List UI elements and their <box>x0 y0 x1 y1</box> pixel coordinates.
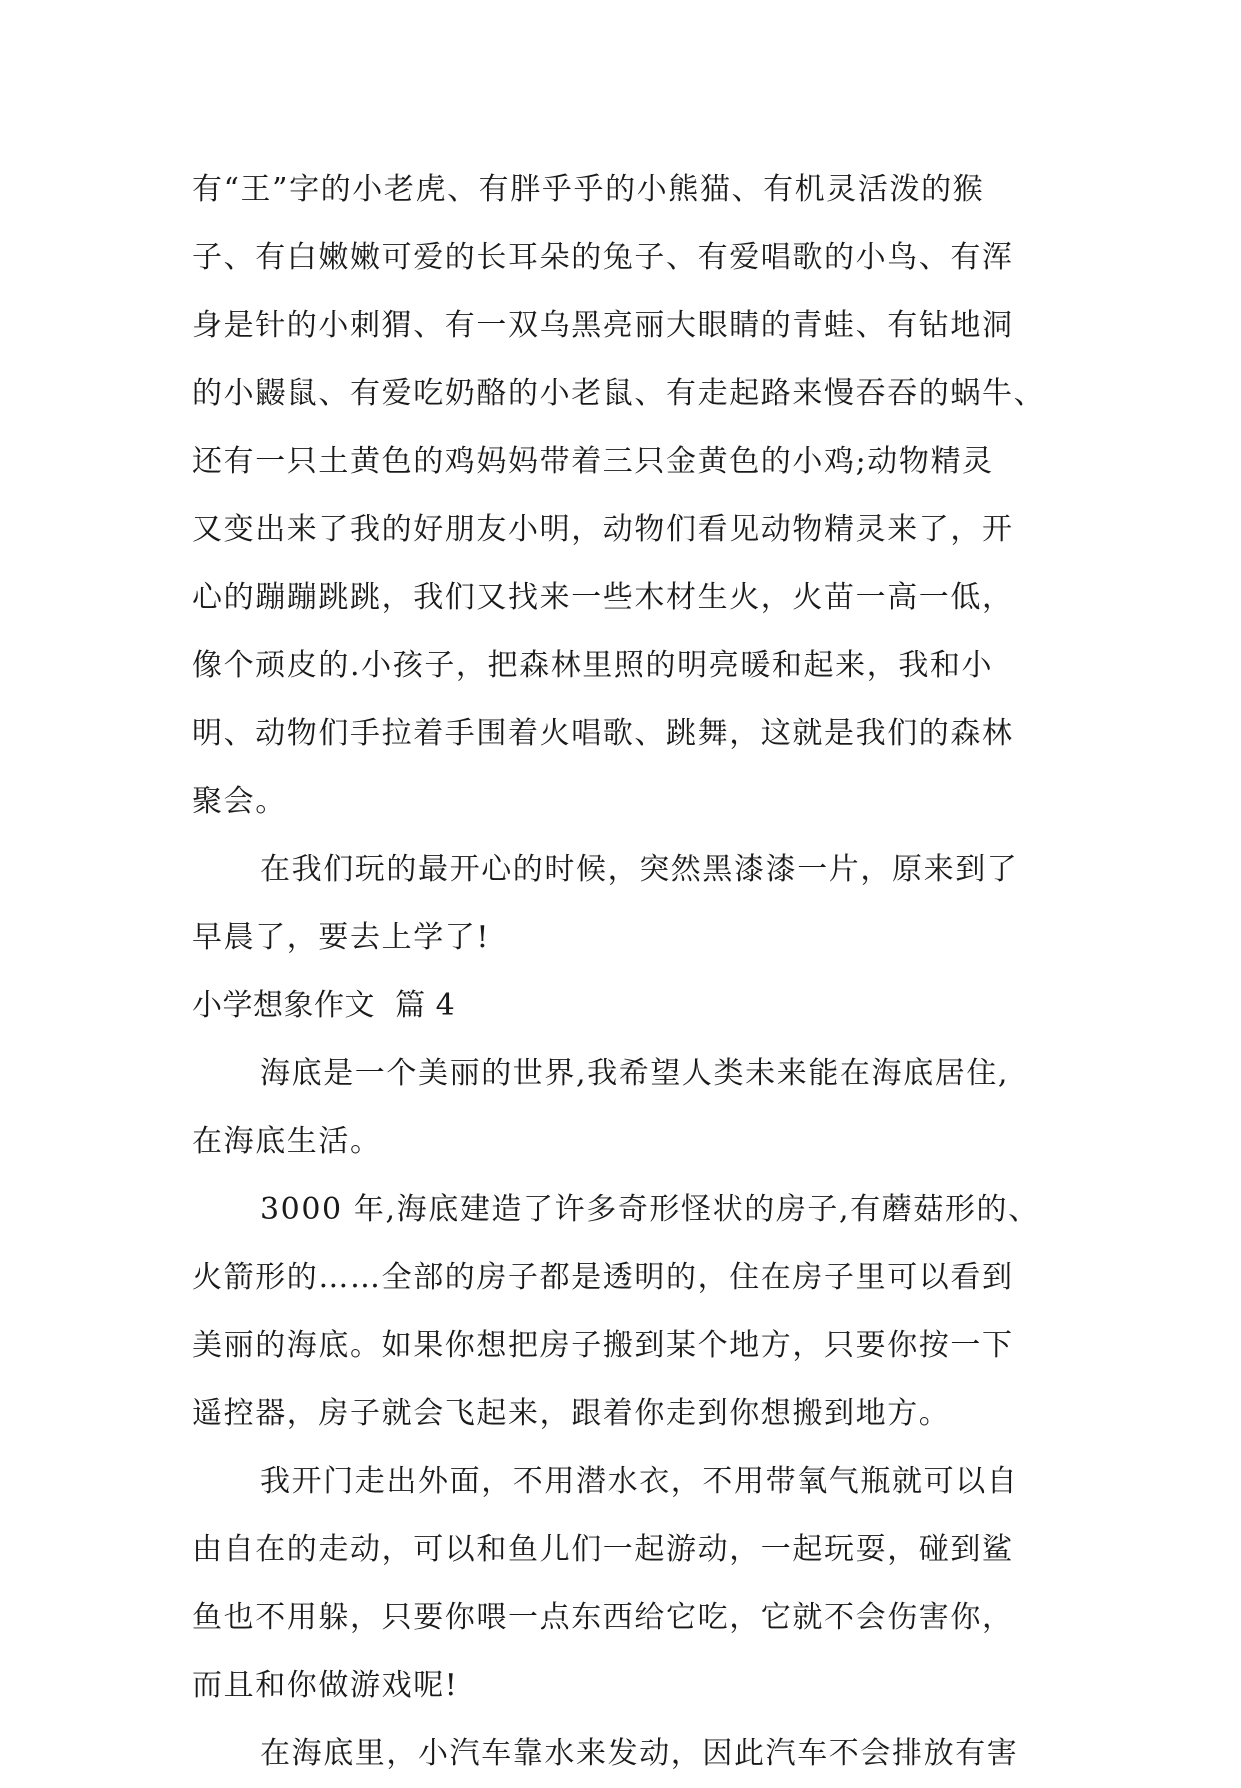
text-line: 早晨了，要去上学了! <box>192 920 491 955</box>
document-body <box>192 156 1062 1788</box>
text-line: 3000 年,海底建造了许多奇形怪状的房子,有蘑菇形的、 <box>260 1192 1040 1227</box>
text-line: 遥控器，房子就会飞起来，跟着你走到你想搬到地方。 <box>192 1396 951 1431</box>
text-line: 像个顽皮的.小孩子，把森林里照的明亮暖和起来，我和小 <box>192 648 994 683</box>
text-line: 有“王”字的小老虎、有胖乎乎的小熊猫、有机灵活泼的猴 <box>192 172 985 207</box>
text-line: 在我们玩的最开心的时候，突然黑漆漆一片，原来到了 <box>260 852 1019 887</box>
text-line: 聚会。 <box>192 784 287 819</box>
text-line: 心的蹦蹦跳跳，我们又找来一些木材生火，火苗一高一低， <box>192 580 1014 615</box>
text-line: 的小鼹鼠、有爱吃奶酪的小老鼠、有走起路来慢吞吞的蜗牛、 <box>192 376 1046 411</box>
text-line: 海底是一个美丽的世界,我希望人类未来能在海底居住, <box>260 1056 1010 1091</box>
text-line: 又变出来了我的好朋友小明，动物们看见动物精灵来了，开 <box>192 512 1014 547</box>
text-line: 我开门走出外面，不用潜水衣，不用带氧气瓶就可以自 <box>260 1464 1019 1499</box>
text-line: 美丽的海底。如果你想把房子搬到某个地方，只要你按一下 <box>192 1328 1014 1363</box>
text-line: 在海底里，小汽车靠水来发动，因此汽车不会排放有害 <box>260 1736 1019 1771</box>
text-line: 而且和你做游戏呢! <box>192 1668 459 1703</box>
text-line: 由自在的走动，可以和鱼儿们一起游动，一起玩耍，碰到鲨 <box>192 1532 1014 1567</box>
text-line: 子、有白嫩嫩可爱的长耳朵的兔子、有爱唱歌的小鸟、有浑 <box>192 240 1014 275</box>
text-line: 在海底生活。 <box>192 1124 382 1159</box>
text-line: 还有一只土黄色的鸡妈妈带着三只金黄色的小鸡;动物精灵 <box>192 444 994 479</box>
text-line: 身是针的小刺猬、有一双乌黑亮丽大眼睛的青蛙、有钻地洞 <box>192 308 1014 343</box>
text-line: 鱼也不用躲，只要你喂一点东西给它吃，它就不会伤害你， <box>192 1600 1014 1635</box>
text-line: 火箭形的……全部的房子都是透明的，住在房子里可以看到 <box>192 1260 1014 1295</box>
section-heading: 小学想象作文 篇 4 <box>192 988 456 1023</box>
text-line: 明、动物们手拉着手围着火唱歌、跳舞，这就是我们的森林 <box>192 716 1014 751</box>
